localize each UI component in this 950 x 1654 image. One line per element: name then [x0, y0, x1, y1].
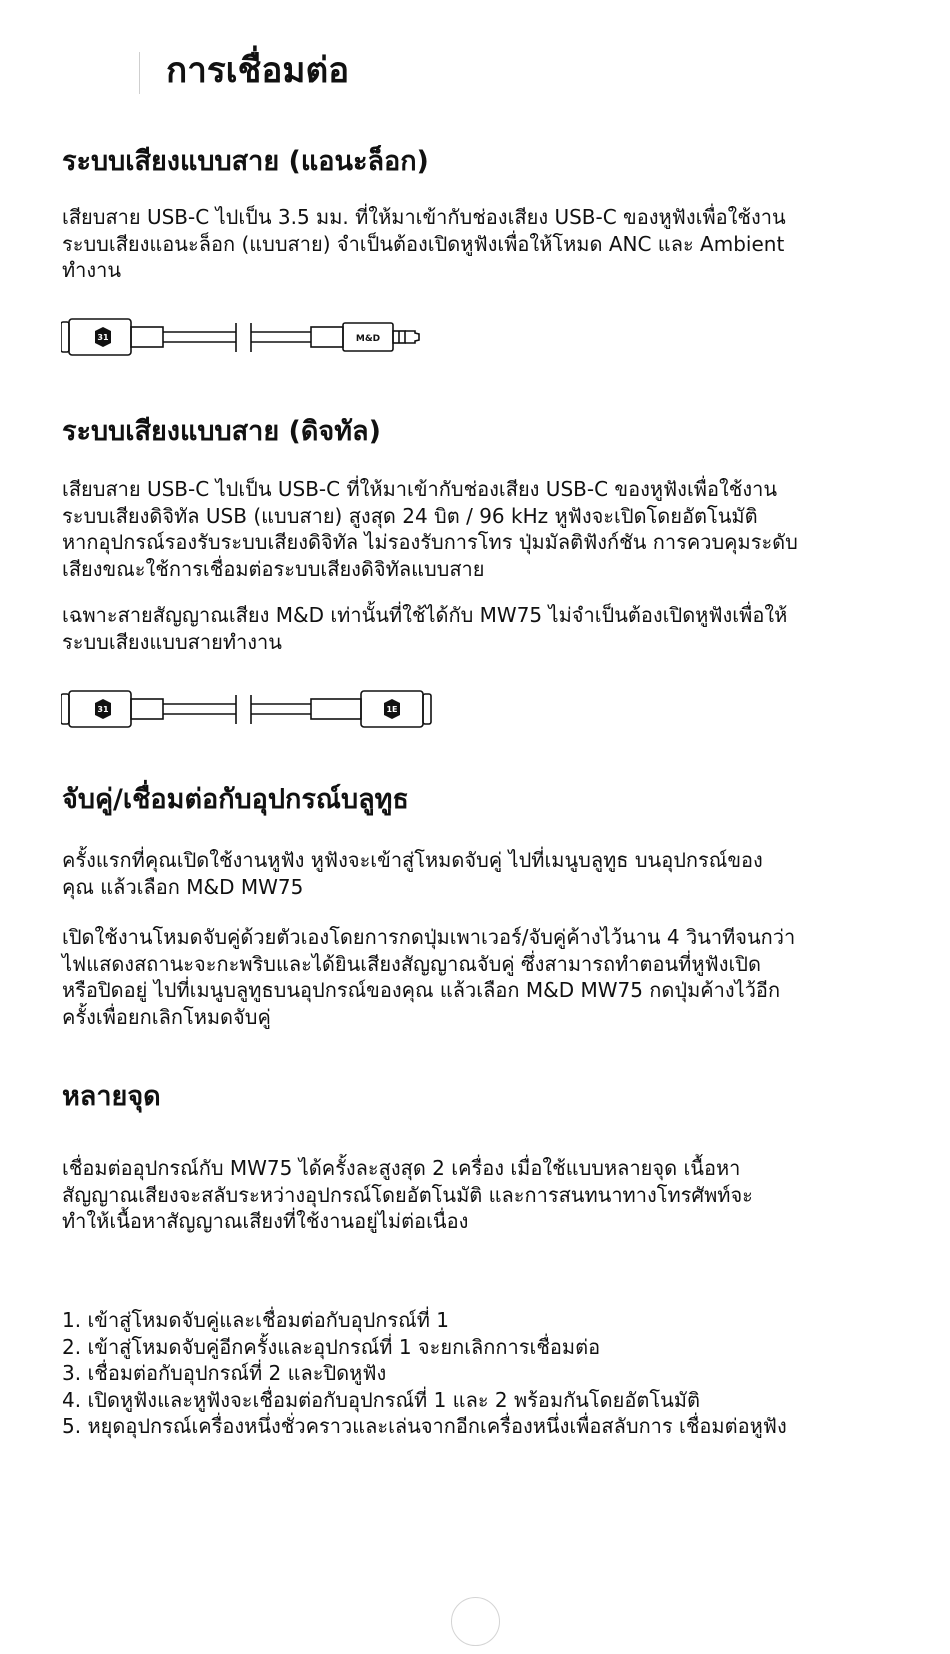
list-item: 5. หยุดอุปกรณ์เครื่องหนึ่งชั่วคราวและเล่นจากอีกเครื่องหนึ่งเพื่อสลับการ เชื่อมต่อหูฟัง: [62, 1414, 787, 1438]
text-line: หรือปิดอยู่ ไปที่เมนูบลูทูธบนอุปกรณ์ของคุณ แล้วเลือก M&D MW75 กดปุ่มค้างไว้อีก: [62, 978, 781, 1002]
text-line: เสียบสาย USB-C ไปเป็น USB-C ที่ให้มาเข้ากับช่องเสียง USB-C ของหูฟังเพื่อใช้งาน: [62, 477, 777, 501]
analog-paragraph: [62, 204, 912, 284]
text-line: สัญญาณเสียงจะสลับระหว่างอุปกรณ์โดยอัตโนมัติ และการสนทนาทางโทรศัพท์จะ: [62, 1182, 753, 1207]
text-line: ทำให้เนื้อหาสัญญาณเสียงที่ใช้งานอยู่ไม่ต่อเนื่อง: [62, 1209, 469, 1233]
strain-relief: [131, 699, 163, 719]
digital-paragraph-2: [62, 602, 912, 655]
text-line: ไฟแสดงสถานะจะกะพริบและได้ยินเสียงสัญญาณจับคู่ ซึ่งสามารถทำตอนที่หูฟังเปิด: [62, 951, 761, 976]
text-line: ระบบเสียงแอนะล็อก (แบบสาย) จำเป็นต้องเปิดหูฟังเพื่อให้โหมด ANC และ Ambient: [62, 231, 785, 256]
text-line: ครั้งแรกที่คุณเปิดใช้งานหูฟัง หูฟังจะเข้าสู่โหมดจับคู่ ไปที่เมนูบลูทูธ บนอุปกรณ์ของ: [62, 848, 763, 872]
pairing-paragraph-2: [62, 924, 912, 1030]
strain-relief: [311, 699, 361, 719]
text-line: คุณ แล้วเลือก M&D MW75: [62, 874, 304, 899]
page-number-circle: [451, 1597, 500, 1646]
usb-c-plug-label: 31: [97, 333, 109, 342]
list-item: 3. เชื่อมต่อกับอุปกรณ์ที่ 2 และปิดหูฟัง: [62, 1361, 387, 1385]
text-line: เสียงขณะใช้การเชื่อมต่อระบบเสียงดิจิทัลแบบสาย: [62, 556, 485, 581]
section-heading-pairing: จับคู่/เชื่อมต่อกับอุปกรณ์บลูทูธ: [62, 784, 409, 815]
digital-paragraph-1: [62, 476, 912, 582]
multipoint-paragraph: [62, 1155, 912, 1235]
strain-relief: [311, 327, 343, 347]
text-line: เชื่อมต่ออุปกรณ์กับ MW75 ได้ครั้งละสูงสุด 2 เครื่อง เมื่อใช้แบบหลายจุด เนื้อหา: [62, 1156, 741, 1180]
strain-relief: [131, 327, 163, 347]
section-heading-multipoint: หลายจุด: [62, 1081, 161, 1112]
section-heading-analog: ระบบเสียงแบบสาย (แอนะล็อก): [62, 146, 429, 177]
text-line: หากอุปกรณ์รองรับระบบเสียงดิจิทัล ไม่รองรับการโทร ปุ่มมัลติฟังก์ชัน การควบคุมระดับ: [62, 530, 798, 554]
text-line: ระบบเสียงแบบสายทำงาน: [62, 629, 282, 654]
page-title: การเชื่อมต่อ: [166, 51, 350, 91]
list-item: 1. เข้าสู่โหมดจับคู่และเชื่อมต่อกับอุปกรณ์ที่ 1: [62, 1308, 449, 1332]
audio-jack-label: M&D: [355, 334, 381, 344]
usb-c-to-usb-c-cable-illustration: [61, 690, 441, 730]
left-plug-label: 31: [97, 705, 109, 714]
text-line: เฉพาะสายสัญญาณเสียง M&D เท่านั้นที่ใช้ได้กับ MW75 ไม่จำเป็นต้องเปิดหูฟังเพื่อให้: [62, 603, 788, 627]
text-line: ครั้งเพื่อยกเลิกโหมดจับคู่: [62, 1004, 271, 1029]
text-line: เสียบสาย USB-C ไปเป็น 3.5 มม. ที่ให้มาเข้ากับช่องเสียง USB-C ของหูฟังเพื่อใช้งาน: [62, 205, 786, 229]
right-plug-label: 1E: [386, 705, 398, 714]
usb-c-plug-shape: [61, 694, 69, 724]
text-line: ระบบเสียงดิจิทัล USB (แบบสาย) สูงสุด 24 บิต / 96 kHz หูฟังจะเปิดโดยอัตโนมัติ: [62, 503, 758, 528]
usb-c-plug-shape: [423, 694, 431, 724]
multipoint-steps-list: [62, 1307, 787, 1440]
title-divider: [139, 52, 140, 94]
usb-c-to-3-5mm-cable-illustration: [61, 318, 441, 358]
pairing-paragraph-1: [62, 847, 912, 900]
list-item: 2. เข้าสู่โหมดจับคู่อีกครั้งและอุปกรณ์ที่ 1 จะยกเลิกการเชื่อมต่อ: [62, 1334, 601, 1359]
usb-c-plug-shape: [61, 322, 69, 352]
text-line: เปิดใช้งานโหมดจับคู่ด้วยตัวเองโดยการกดปุ่มเพาเวอร์/จับคู่ค้างไว้นาน 4 วินาทีจนกว่า: [62, 925, 796, 949]
section-heading-digital: ระบบเสียงแบบสาย (ดิจทัล): [62, 416, 381, 447]
text-line: ทำงาน: [62, 258, 122, 282]
list-item: 4. เปิดหูฟังและหูฟังจะเชื่อมต่อกับอุปกรณ์ที่ 1 และ 2 พร้อมกันโดยอัตโนมัติ: [62, 1387, 700, 1412]
